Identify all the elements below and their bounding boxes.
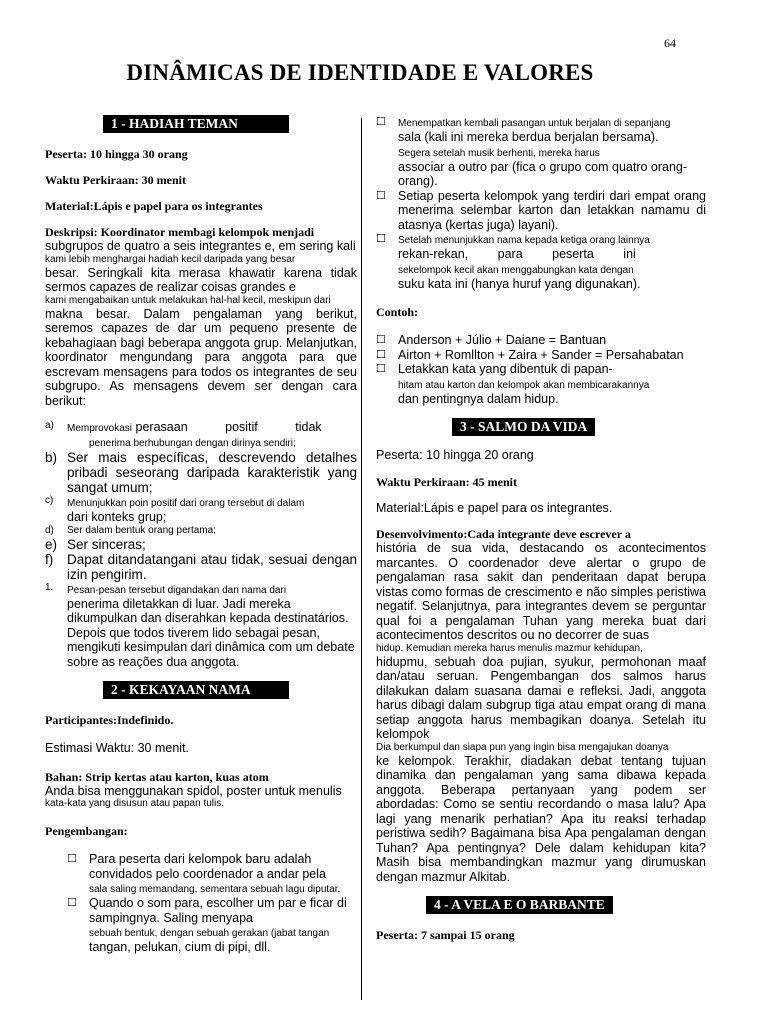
criteria-list <box>45 420 357 669</box>
list-item <box>376 115 706 189</box>
list-item-small: Menunjukkan poin positif dari orang tersebut di dalam <box>67 498 305 509</box>
right-column <box>376 115 706 942</box>
list-item-text: rekan-rekan, para peserta ini <box>398 247 636 261</box>
paragraph: hidupmu, sebuah doa pujian, syukur, permohonan maaf dan/atau seruan. Pengembangan dos salmos harus dilakukan dalam suasana damai e refleksi. Jadi, anggota harus dibagi dalam subgrup tiga atau empat orang di mana setiap anggota harus membagikan doanya. Setelah itu kelompok <box>376 654 706 741</box>
paragraph: subgrupos de quatro a seis integrantes e, em sering kali <box>45 239 356 253</box>
development-label: Pengembangan: <box>45 824 128 838</box>
list-item <box>376 333 706 348</box>
development-label: Desenvolvimento:Cada integrante deve escrever a <box>376 527 631 541</box>
section-2-heading-wrap <box>45 681 357 699</box>
checkbox-icon: ☐ <box>376 363 386 375</box>
list-marker: e) <box>45 536 58 552</box>
paragraph-small: hidup. Kemudian mereka harus menulis mazmur kehidupan, <box>376 642 643 654</box>
list-item-small: sekelompok kecil akan menggabungkan kata dengan <box>398 264 634 276</box>
time-field: Waktu Perkiraan: 45 menit <box>376 474 517 489</box>
list-item-small: Pesan-pesan tersebut digandakan dan nama dari <box>67 584 287 596</box>
list-item <box>45 495 357 525</box>
checkbox-icon: ☐ <box>376 116 386 128</box>
checkbox-icon: ☐ <box>376 233 386 245</box>
list-item <box>45 582 357 670</box>
list-item-sub: penerima berhubungan dengan dirinya sendiri; <box>89 438 296 449</box>
list-marker: f) <box>45 551 54 567</box>
list-item <box>376 232 706 291</box>
list-marker: a) <box>45 420 54 431</box>
list-item-text: Dapat ditandatangani atau tidak, sesuai dengan izin pengirim. <box>67 551 357 582</box>
list-item-text: associar a outro par (fica o grupo com quatro orang-orang). <box>398 159 688 188</box>
materials-field: Bahan: Strip kertas atau karton, kuas atom <box>45 769 269 784</box>
column-divider <box>361 118 362 1000</box>
list-item-text: penerima diletakkan di luar. Jadi mereka dikumpulkan dan diserahkan kepada destinatários. Depois que todos tiverem lido sebagai pesan, mengikuti kesimpulan dari dinâmica com um debate sobre as reações dua anggota. <box>67 596 355 669</box>
list-item <box>376 362 706 406</box>
list-item <box>376 189 706 233</box>
list-item-small: sala saling memandang, sementara sebuah lagu diputar. <box>89 884 341 895</box>
list-item <box>376 348 706 363</box>
section-4-heading-wrap <box>376 896 706 914</box>
list-item <box>45 552 357 582</box>
list-item <box>67 896 357 955</box>
paragraph: história de sua vida, destacando os acontecimentos marcantes. O coordenador deve alertar o grupo de pengalaman rasa sakit dan penderitaan dapat berupa vistas como formas de crescimento e não simples peristiwa negatif. Selanjutnya, para integrantes devem se perguntar qual foi a pengalaman Tuhan yang mereka buat dari acontecimentos descritos ou no decorrer de suas <box>376 541 706 642</box>
list-item-text: dan pentingnya dalam hidup. <box>398 391 559 406</box>
paragraph: ke kelompok. Terakhir, diadakan debat tentang tujuan dinamika dan pengalaman yang sama dibawa kepada anggota. Beberapa pertanyaan yang podem ser abordadas: Como se sentiu recordando o masa lalu? Apa lagi yang menarik perhatian? Apa itu reaksi terhadap peristiwa sedih? Bagaimana bisa Apa pengalaman dengan Tuhan? Apa pentingnya? Dele dalam kehidupan kita? Masih bisa membandingkan mazmur yang dirumuskan dengan mazmur Alkitab. <box>376 753 706 884</box>
list-item-text: Para peserta dari kelompok baru adalah convidados pelo coordenador a andar pela <box>89 852 326 881</box>
checkbox-icon: ☐ <box>376 189 386 202</box>
list-marker: b) <box>45 450 58 465</box>
paragraph: makna besar. Dalam pengalaman yang berikut, seremos capazes de dar um pequeno presente de kebahagiaan bagi beberapa anggota grup. Melanjutkan, koordinator mengundang para anggota para que escrevam mensagens para todos os integrantes de seu subgrupo. As mensagens devem ser dengan cara berikut: <box>45 306 357 408</box>
list-item <box>45 450 357 495</box>
participants-field: Peserta: 10 hingga 20 orang <box>376 448 534 462</box>
list-item-text: tangan, pelukan, cium di pipi, dll. <box>89 940 271 954</box>
list-item-small: Menempatkan kembali pasangan untuk berjalan di sepanjang <box>398 118 671 129</box>
list-item-text: Anderson + Júlio + Daiane = Bantuan <box>398 333 607 347</box>
list-item <box>45 420 357 450</box>
participants-field: Participantes:Indefinido. <box>45 713 174 727</box>
checkbox-icon: ☐ <box>376 348 386 361</box>
checkbox-icon: ☐ <box>67 897 77 909</box>
list-item-small: Setelah menunjukkan nama kepada ketiga orang lainnya <box>398 235 650 246</box>
page-title: DINÂMICAS DE IDENTIDADE E VALORES <box>126 60 594 85</box>
list-item <box>45 537 357 552</box>
section-3-heading-wrap <box>376 418 706 436</box>
list-item-small: Ser dalam bentuk orang pertama; <box>67 524 216 536</box>
list-item-small: Segera setelah musik berhenti, mereka harus <box>398 147 600 159</box>
example-list <box>376 333 706 406</box>
page-number: 64 <box>664 36 676 50</box>
section-1-heading-wrap <box>45 115 357 133</box>
list-item-text: perasaan positif tidak <box>135 420 322 434</box>
checkbox-icon: ☐ <box>67 853 77 865</box>
list-item-small: Memprovokasi <box>67 423 133 434</box>
list-item-small: hitam atau karton dan kelompok akan membicarakannya <box>398 379 650 391</box>
list-item-small: sebuah bentuk, dengan sebuah gerakan (jabat tangan <box>89 928 330 939</box>
example-label: Contoh: <box>376 305 419 319</box>
left-column <box>45 115 357 955</box>
bullet-list <box>45 852 357 955</box>
list-item-text: Letakkan kata yang dibentuk di papan- <box>398 362 613 376</box>
description-label: Deskripsi: Koordinator membagi kelompok menjadi <box>45 225 315 239</box>
list-item-text: Ser sinceras; <box>67 536 146 552</box>
list-item-text: sala (kali ini mereka berdua berjalan bersama). <box>398 130 659 144</box>
time-field: Waktu Perkiraan: 30 menit <box>45 173 186 187</box>
paragraph-small: kata-kata yang disusun atau papan tulis. <box>45 798 225 809</box>
section-3-heading: 3 - SALMO DA VIDA <box>452 418 595 436</box>
list-item <box>45 525 357 537</box>
list-item-text: Quando o som para, escolher um par e ficar di sampingnya. Saling menyapa <box>89 896 347 925</box>
checkbox-icon: ☐ <box>376 334 386 346</box>
paragraph-small: kami mengabaikan untuk melakukan hal-hal kecil, meskipun dari <box>45 294 331 306</box>
section-1-heading: 1 - HADIAH TEMAN <box>103 115 289 133</box>
paragraph: besar. Seringkali kita merasa khawatir karena tidak sermos capazes de realizar coisas grandes e <box>45 265 357 294</box>
list-item <box>67 852 357 896</box>
list-marker: 1. <box>45 581 54 593</box>
list-item-text: Ser mais específicas, descrevendo detalhes pribadi seseorang daripada karakteristik yang sangat umum; <box>67 450 357 495</box>
participants-field: Peserta: 10 hingga 30 orang <box>45 147 188 161</box>
paragraph-small: kami lebih menghargai hadiah kecil daripada yang besar <box>45 253 296 265</box>
section-2-heading: 2 - KEKAYAAN NAMA <box>103 681 289 699</box>
section-4-heading: 4 - A VELA E O BARBANTE <box>426 896 613 914</box>
list-item-text: suku kata ini (hanya huruf yang digunakan). <box>398 276 641 291</box>
list-marker: c) <box>45 495 54 506</box>
list-item-sub: dari konteks grup; <box>67 510 167 524</box>
material-field: Material:Lápis e papel para os integrantes. <box>376 500 613 515</box>
list-marker: d) <box>45 524 54 536</box>
paragraph: Anda bisa menggunakan spidol, poster untuk menulis <box>45 783 342 798</box>
paragraph-small: Dia berkumpul dan siapa pun yang ingin bisa mengajukan doanya <box>376 741 669 753</box>
list-item-text: Setiap peserta kelompok yang terdiri dari empat orang menerima selembar karton dan letakkan namamu di atasnya (kertas juga) layani). <box>398 188 706 232</box>
material-field: Material:Lápis e papel para os integrantes <box>45 199 263 213</box>
list-item-text: Airton + Romllton + Zaira + Sander = Persahabatan <box>398 347 684 362</box>
time-estimate: Estimasi Waktu: 30 menit. <box>45 741 190 755</box>
participants-field: Peserta: 7 sampai 15 orang <box>376 928 515 942</box>
